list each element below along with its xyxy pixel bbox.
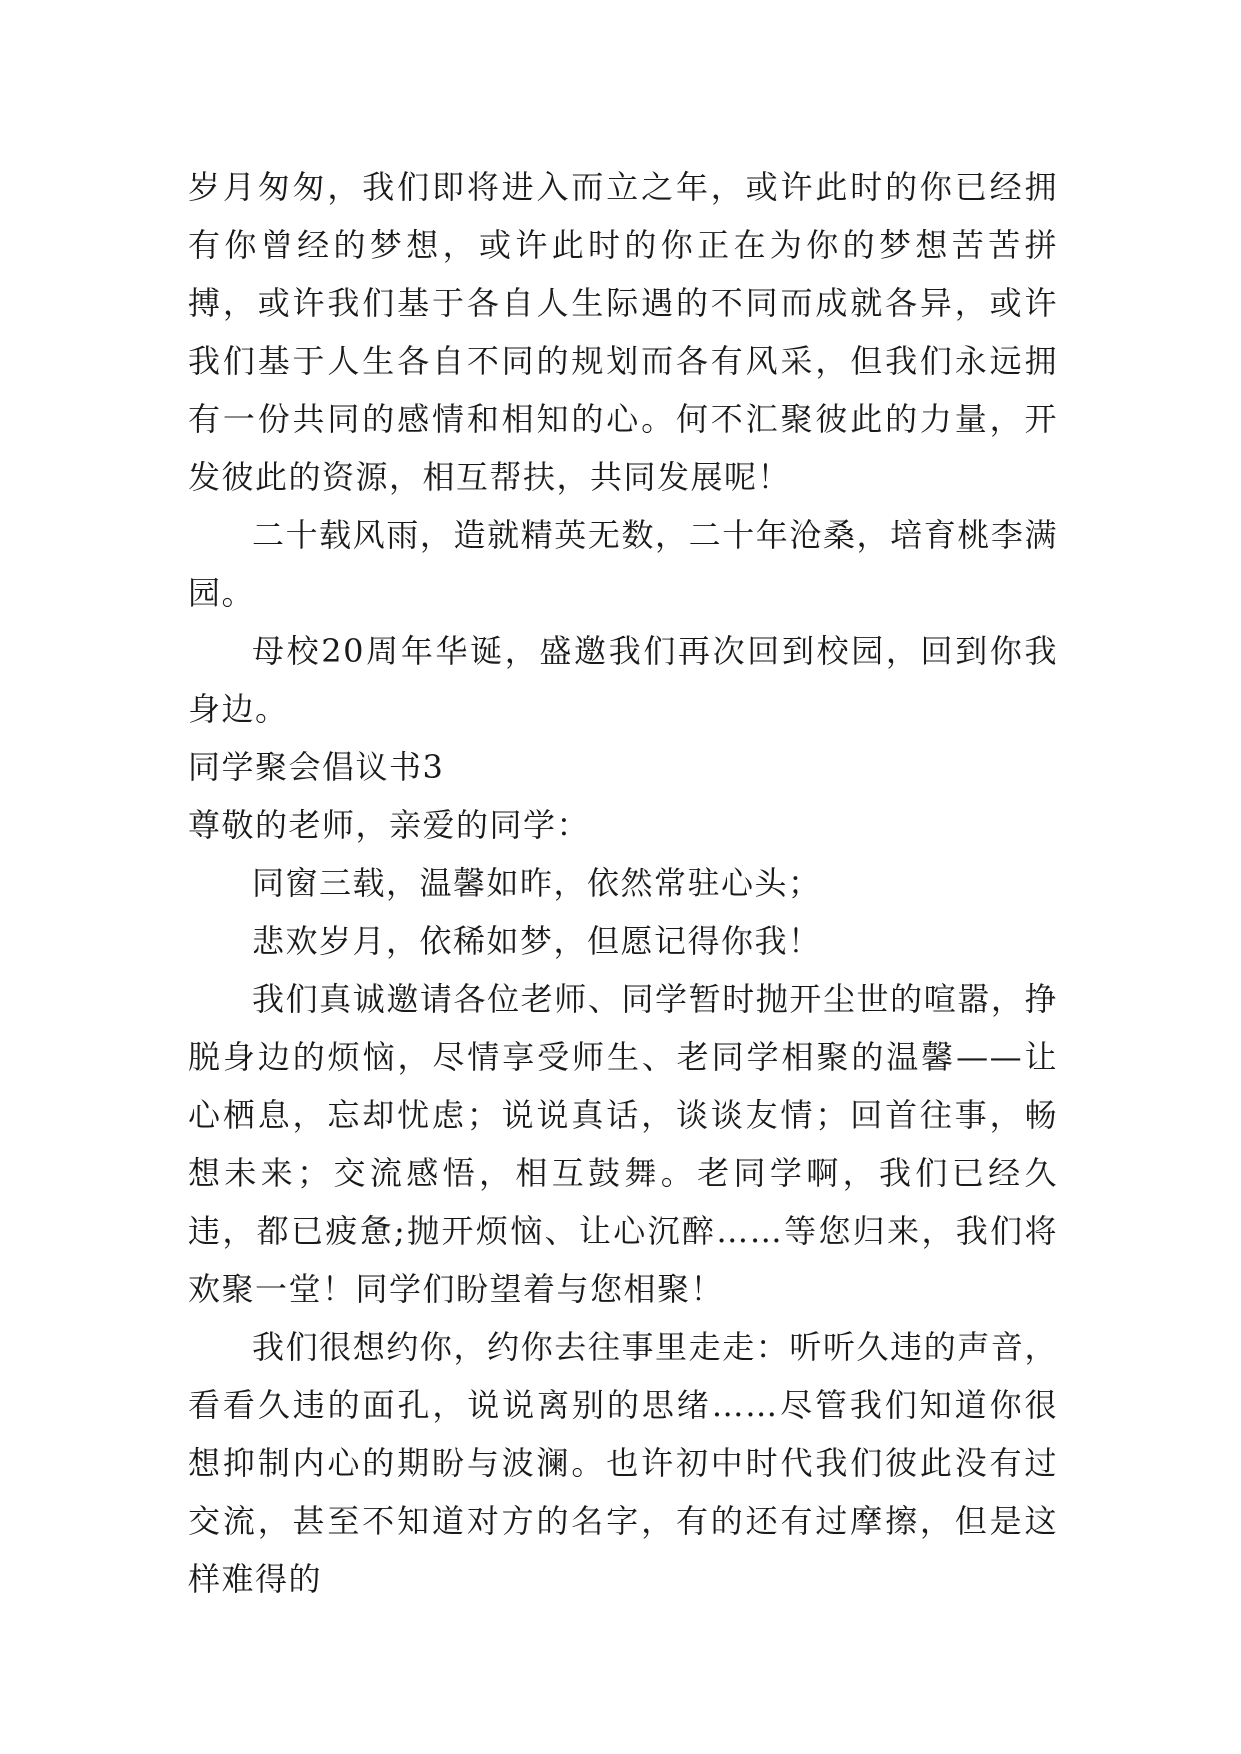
document-body	[188, 158, 1058, 1608]
paragraph-4: 同窗三载，温馨如昨，依然常驻心头；	[252, 864, 822, 902]
paragraph-7: 我们很想约你，约你去往事里走走：听听久违的声音，看看久违的面孔，说说离别的思绪……尽管我们知道你很想抑制内心的期盼与波澜。也许初中时代我们彼此没有过交流，甚至不知道对方的名字，有的还有过摩擦，但是这样难得的	[188, 1328, 1058, 1598]
salutation: 尊敬的老师，亲爱的同学：	[188, 806, 591, 844]
paragraph-2: 二十载风雨，造就精英无数，二十年沧桑，培育桃李满园。	[188, 516, 1058, 612]
paragraph-6: 我们真诚邀请各位老师、同学暂时抛开尘世的喧嚣，挣脱身边的烦恼，尽情享受师生、老同学相聚的温馨——让心栖息，忘却忧虑；说说真话，谈谈友情；回首往事，畅想未来；交流感悟，相互鼓舞。老同学啊，我们已经久违，都已疲惫;抛开烦恼、让心沉醉……等您归来，我们将欢聚一堂！同学们盼望着与您相聚！	[188, 980, 1058, 1308]
paragraph-1: 岁月匆匆，我们即将进入而立之年，或许此时的你已经拥有你曾经的梦想，或许此时的你正在为你的梦想苦苦拼搏，或许我们基于各自人生际遇的不同而成就各异，或许我们基于人生各自不同的规划而各有风采，但我们永远拥有一份共同的感情和相知的心。何不汇聚彼此的力量，开发彼此的资源，相互帮扶，共同发展呢！	[188, 168, 1058, 496]
paragraph-5: 悲欢岁月，依稀如梦，但愿记得你我！	[252, 922, 822, 960]
paragraph-3: 母校20周年华诞，盛邀我们再次回到校园，回到你我身边。	[188, 632, 1058, 728]
section-title: 同学聚会倡议书3	[188, 748, 445, 786]
